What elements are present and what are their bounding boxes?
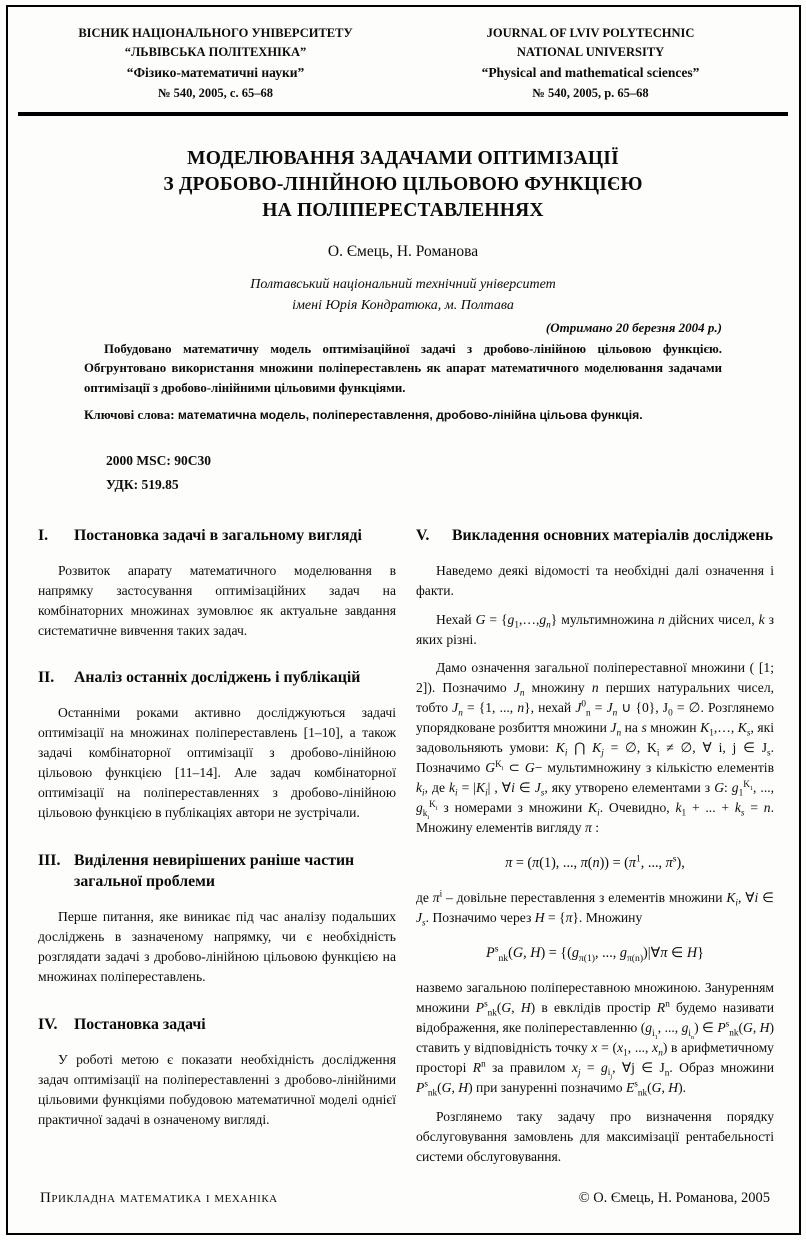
article-title-line1: МОДЕЛЮВАННЯ ЗАДАЧАМИ ОПТИМІЗАЦІЇ: [187, 148, 619, 170]
journal-series-uk: “Фізико-математичні науки”: [126, 64, 305, 80]
article-title-line2: З ДРОБОВО-ЛІНІЙНОЮ ЦІЛЬОВОЮ ФУНКЦІЄЮ: [163, 174, 643, 196]
article-body: [38, 525, 774, 1176]
section-2-paragraph: Останніми роками активно досліджуються задачі оптимізації на множинах поліпереставлень [1–10], а також задачі комбінаторної оптимізації з дробово-лінійною цільовою функцією [11–14]. Але задач комбінаторної оптимізації на поліпереставленнях з дробово-лінійною цільовою функцією в публікаціях автори не зустрічали.: [38, 705, 396, 821]
right-column: [416, 525, 774, 1176]
section-3-paragraph: Перше питання, яке виникає під час аналізу подальших досліджень в зазначеному напрямку, чи є необхідність розглядати задачі з дробово-лінійною цільовою функцією на множинах поліпереставлень.: [38, 909, 396, 985]
affiliation-line1: Полтавський національний технічний університет: [250, 277, 556, 293]
received-date: (Отримано 20 березня 2004 р.): [545, 320, 722, 336]
footer-copyright: © О. Ємець, Н. Романова, 2005: [578, 1190, 770, 1206]
section-2-heading: [38, 667, 396, 688]
section-5-heading: [416, 525, 774, 546]
journal-name-en-line1: JOURNAL OF LVIV POLYTECHNIC: [486, 26, 695, 40]
section-4-title: Постановка задачі: [74, 1016, 206, 1034]
section-5-paragraph-6: Розглянемо таку задачу про визначення порядку обслуговування замовлень для максимізації рентабельності системи обслуговування.: [416, 1108, 774, 1164]
section-5-paragraph-2: Нехай $G = \{g_1,\dots,g_n\}$ мультимножина n дійсних чисел, k з яких різні.: [416, 611, 774, 647]
journal-header: [0, 0, 806, 103]
polypermutation-set-formula: $P^s_{nk}(G$, $H) = \{(g_{\pi(1)}$, ..., $g_{\pi(n)})|\forall\pi$ ∈ H}: [486, 943, 704, 964]
footer-series-title: Прикладна математика і механіка: [40, 1190, 278, 1206]
section-3-number: III.: [38, 852, 61, 870]
journal-issue-uk: № 540, 2005, с. 65–68: [158, 85, 273, 100]
journal-series-en: “Physical and mathematical sciences”: [481, 64, 700, 80]
section-5-title: Викладення основних матеріалів досліджень: [452, 526, 774, 544]
journal-name-uk-line1: ВІСНИК НАЦІОНАЛЬНОГО УНІВЕРСИТЕТУ: [78, 26, 353, 40]
article-title: [40, 146, 766, 224]
affiliation: [0, 274, 806, 316]
section-2-title: Аналіз останніх досліджень і публікацій: [74, 669, 361, 687]
header-ukrainian: [28, 24, 403, 103]
section-4-number: IV.: [38, 1016, 58, 1034]
section-5-paragraph-1: Наведемо деякі відомості та необхідні далі означення і факти.: [416, 562, 774, 598]
section-5-number: V.: [416, 526, 430, 544]
section-1-number: I.: [38, 526, 49, 544]
section-4-paragraph: У роботі метою є показати необхідність дослідження задач оптимізації на поліпереставленні з дробово-лінійними цільовими функціями побудовою математичної моделі однієї практичної задачі в означеному вигляді.: [38, 1052, 396, 1128]
classification-codes: [106, 449, 806, 496]
section-2-number: II.: [38, 669, 55, 687]
msc-code: 2000 MSC: 90C30: [106, 453, 211, 469]
permutation-formula: π = (π(1), ..., $\pi(n)) = (\pi^1$, ..., $\pi^s$),: [505, 853, 685, 872]
section-1-paragraph: Розвиток апарату математичного моделювання в напрямку застосування оптимізаційних задач на комбінаторних множинах зумовлює як актуальне завдання систематичне вивчення таких задач.: [38, 562, 396, 638]
section-5-paragraph-4: де $\pi^i$ – довільне переставлення з елементів множини $K_i$, ∀i ∈ $J_s$. Позначимо через H = {π}. Множину: [416, 888, 774, 928]
section-3-heading: [38, 850, 396, 892]
keywords-value: математична модель, поліпереставлення, дробово-лінійна цільова функція.: [177, 408, 643, 423]
left-column: [38, 525, 396, 1176]
section-4-heading: [38, 1014, 396, 1035]
article-title-line3: НА ПОЛІПЕРЕСТАВЛЕННЯХ: [262, 200, 544, 222]
udk-code: УДК: 519.85: [106, 476, 179, 492]
section-5-paragraph-3: Дамо означення загальної поліпереставної множини ( [1; 2]). Позначимо $J_n$ множину n перших натуральних чисел, тобто $J_n = \{1$, ..., n}, нехай $J^0_n = J_n$ ∪ {0}, $J_0$ = ∅. Розглянемо упорядковане розбиття множини $J_n$ на s множин $K_1,\dots$, $K_s$, які задовольняють умови: $K_i$ ⋂ $K_j$ = ∅, $K_i$ ≠ ∅, ∀ i, j ∈ $J_s$. Позначимо $G^{K_i}$ ⊂ G− мультимножину з кількістю елементів $k_i$, де $k_i = |K_i|$ , ∀i ∈ $J_s$, яку утворено елементами з G: $g_1^{K_1}$, ..., $g_{k_i}^{K_i}$ з номерами з множини $K_i$. Очевидно, $k_1$ + ... + $k_s = n$. Множину елементів вигляду π :: [416, 660, 775, 836]
journal-name-en-line2: NATIONAL UNIVERSITY: [516, 45, 665, 60]
section-1-title: Постановка задачі в загальному вигляді: [74, 526, 362, 544]
abstract: Побудовано математичну модель оптимізаційної задачі з дробово-лінійною цільовою функцією. Обгрунтовано використання множини поліпереставлень як апарат математичного моделювання задачами оптимізації з дробово-лінійними цільовими функціями.: [84, 342, 722, 395]
header-divider-rule: [18, 112, 788, 116]
affiliation-line2: імені Юрія Кондратюка, м. Полтава: [292, 298, 514, 314]
journal-issue-en: № 540, 2005, p. 65–68: [532, 85, 649, 100]
section-3-title: Виділення невирішених раніше частин загальної проблеми: [74, 852, 355, 891]
section-1-heading: [38, 525, 396, 546]
authors: О. Ємець, Н. Романова: [327, 243, 479, 261]
page-footer: [40, 1190, 770, 1207]
keywords-label: Ключові слова:: [84, 407, 175, 423]
header-english: [403, 24, 778, 103]
journal-name-uk-line2: “ЛЬВІВСЬКА ПОЛІТЕХНІКА”: [124, 45, 307, 60]
section-5-paragraph-5: назвемо загальною поліпереставною множиною. Зануренням множини $P^s_{nk}(G$, H) в евклідів простір $R^n$ будемо називати відображення, яке поліпереставленню ($g_{i_1}$, ..., $g_{i_n}$) ∈ $P^s_{nk}(G$, H) ставить у відповідність точку $x = (x_1$, ..., $x_n$) в арифметичному просторі $R^n$ за правилом $x_j = g_{i_j}$, ∀j ∈ $J_n$. Образ множини $P^s_{nk}(G$, H) при зануренні позначимо $E^s_{nk}(G$, H).: [416, 979, 775, 1098]
keywords: [84, 407, 722, 423]
